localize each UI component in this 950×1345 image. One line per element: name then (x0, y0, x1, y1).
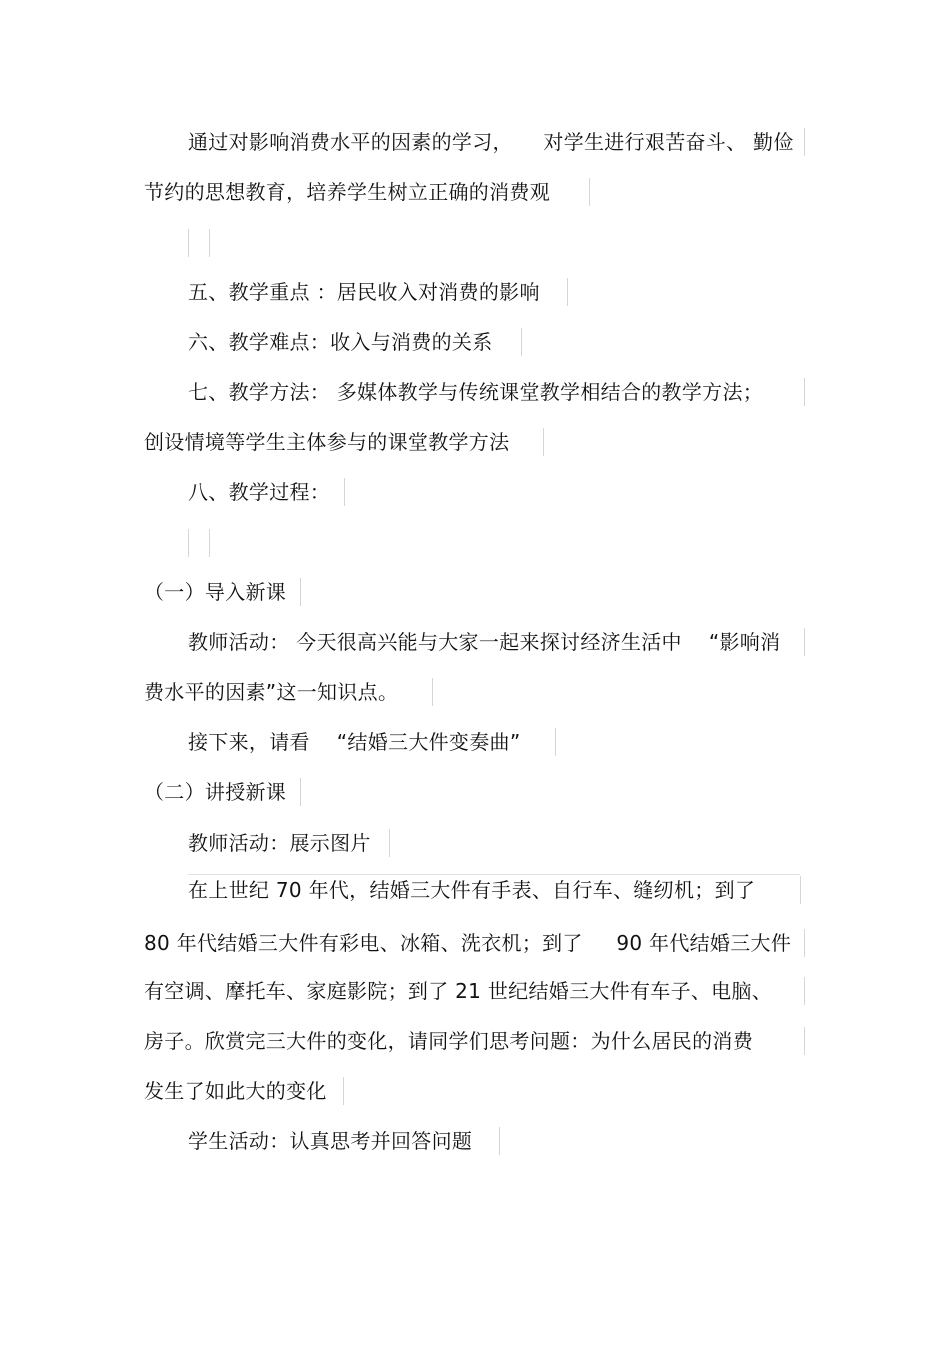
paragraph-line: 接下来，请看 “结婚三大件变奏曲” (188, 730, 521, 754)
line-end-marker (567, 278, 568, 306)
empty-line-marker (188, 529, 189, 557)
paragraph-line: 通过对影响消费水平的因素的学习， 对学生进行艰苦奋斗、 勤俭 (188, 130, 794, 154)
line-end-marker (800, 876, 801, 904)
heading-difficulty: 六、教学难点：收入与消费的关系 (188, 330, 493, 354)
section-heading-intro: （一）导入新课 (144, 580, 287, 604)
paragraph-line: 教师活动：展示图片 (188, 831, 371, 855)
line-end-marker (344, 478, 345, 506)
paragraph-line: 费水平的因素”这一知识点。 (144, 680, 399, 704)
empty-line-marker (188, 229, 189, 257)
line-end-marker (804, 977, 805, 1005)
line-end-marker (804, 128, 805, 156)
empty-line-marker (209, 529, 210, 557)
line-end-marker (300, 578, 301, 606)
paragraph-line: 在上世纪 70 年代，结婚三大件有手表、自行车、缝纫机；到了 (188, 878, 756, 902)
line-end-marker (300, 778, 301, 806)
line-end-marker (389, 829, 390, 857)
line-end-marker (343, 1077, 344, 1105)
heading-process: 八、教学过程： (188, 480, 331, 504)
line-end-marker (499, 1127, 500, 1155)
line-end-marker (521, 328, 522, 356)
paragraph-line: 有空调、摩托车、家庭影院；到了 21 世纪结婚三大件有车子、电脑、 (144, 979, 773, 1003)
line-end-marker (589, 178, 590, 206)
paragraph-line: 学生活动：认真思考并回答问题 (188, 1129, 473, 1153)
line-end-marker (804, 929, 805, 957)
paragraph-line: 节约的思想教育，培养学生树立正确的消费观 (144, 180, 550, 204)
line-end-marker (432, 678, 433, 706)
empty-line-marker (209, 229, 210, 257)
paragraph-line: 80 年代结婚三大件有彩电、冰箱、洗衣机；到了 90 年代结婚三大件 (144, 931, 792, 955)
line-end-marker (804, 1027, 805, 1055)
heading-method: 七、教学方法： 多媒体教学与传统课堂教学相结合的教学方法； (188, 380, 764, 404)
paragraph-line: 教师活动： 今天很高兴能与大家一起来探讨经济生活中 “影响消 (188, 630, 781, 654)
line-end-marker (555, 728, 556, 756)
line-end-marker (804, 378, 805, 406)
heading-key-point: 五、教学重点 ：居民收入对消费的影响 (188, 280, 540, 304)
line-end-marker (543, 428, 544, 456)
paragraph-line: 发生了如此大的变化 (144, 1079, 327, 1103)
line-top-marker (188, 874, 800, 875)
line-end-marker (804, 628, 805, 656)
paragraph-line: 房子。欣赏完三大件的变化，请同学们思考问题：为什么居民的消费 (144, 1029, 753, 1053)
paragraph-line: 创设情境等学生主体参与的课堂教学方法 (144, 430, 510, 454)
section-heading-lecture: （二）讲授新课 (144, 780, 287, 804)
